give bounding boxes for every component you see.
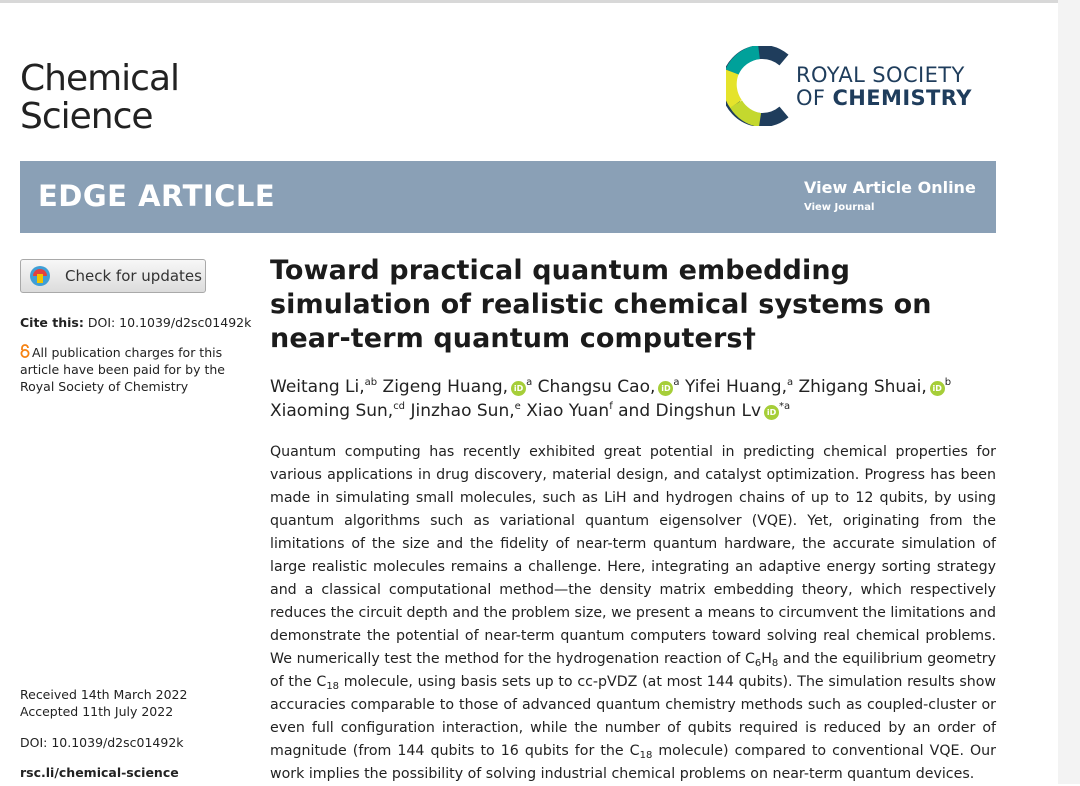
journal-site-link[interactable]: rsc.li/chemical-science	[20, 765, 179, 780]
author[interactable]	[270, 377, 377, 397]
orcid-icon[interactable]: iD	[511, 381, 526, 396]
affiliation-mark: a	[526, 377, 533, 388]
author[interactable]	[383, 377, 533, 397]
article-doi[interactable]: DOI: 10.1039/d2sc01492k	[20, 735, 184, 750]
publisher-line2-bold: CHEMISTRY	[832, 86, 972, 110]
journal-name	[20, 60, 179, 136]
open-access-text: All publication charges for this article have been paid for by the Royal Society of Chemistry	[20, 345, 225, 394]
article-dates	[20, 686, 187, 720]
abstract-text	[270, 441, 996, 786]
rsc-logo-icon	[726, 46, 792, 126]
author-name[interactable]: Yifei Huang,	[684, 377, 787, 397]
cite-doi[interactable]: DOI: 10.1039/d2sc01492k	[83, 315, 252, 330]
accepted-date: Accepted 11th July 2022	[20, 704, 174, 719]
cite-label: Cite this:	[20, 315, 84, 330]
publisher-text	[796, 64, 972, 110]
abstract-part: and the equilibrium geometry of the C	[270, 651, 996, 690]
orcid-icon[interactable]: iD	[930, 381, 945, 396]
publisher-line1: ROYAL SOCIETY	[796, 63, 965, 87]
formula-subscript: 6	[754, 658, 762, 669]
received-date: Received 14th March 2022	[20, 687, 188, 702]
affiliation-mark: cd	[393, 401, 406, 412]
publisher-logo	[726, 46, 998, 126]
author-list	[270, 375, 996, 423]
abstract-part: molecule) compared to conventional VQE. Our work implies the possibility of solving industrial chemical problems on near-term quantum devices.	[270, 743, 996, 782]
author-name[interactable]: Zigeng Huang,	[382, 377, 509, 397]
abstract-part: molecule, using basis sets up to cc-pVDZ (at most 144 qubits). The simulation results show accuracies comparable to those of advanced quantum chemistry methods such as coupled-cluster or even full configuration interaction, while the number of qubits required is reduced by an order of magnitude (from 144 qubits to 16 qubits for the C	[270, 674, 996, 759]
formula-subscript: 8	[771, 658, 779, 669]
author[interactable]	[410, 401, 520, 421]
affiliation-mark: b	[944, 377, 952, 388]
affiliation-mark: f	[609, 401, 613, 412]
crossmark-icon	[29, 265, 51, 287]
affiliation-mark: a	[673, 377, 680, 388]
author-name[interactable]: Changsu Cao,	[537, 377, 656, 397]
author[interactable]	[685, 377, 793, 397]
author-name[interactable]: Jinzhao Sun,	[410, 401, 515, 421]
author[interactable]	[538, 377, 680, 397]
orcid-icon[interactable]: iD	[764, 405, 779, 420]
formula-subscript: 18	[326, 681, 340, 692]
view-article-online-link[interactable]: View Article Online	[804, 178, 976, 197]
top-border	[0, 0, 1080, 3]
journal-name-line2: Science	[20, 96, 153, 137]
open-access-icon	[20, 344, 30, 358]
author-name[interactable]: Weitang Li,	[270, 377, 365, 397]
formula-part: H	[761, 651, 772, 667]
check-for-updates-label: Check for updates	[65, 267, 202, 285]
viewer-edge	[1058, 0, 1080, 784]
author[interactable]	[799, 377, 952, 397]
journal-name-line1: Chemical	[20, 58, 180, 99]
publisher-line2-prefix: OF	[796, 86, 833, 110]
affiliation-mark: e	[514, 401, 521, 412]
author[interactable]	[270, 401, 405, 421]
author[interactable]	[618, 401, 790, 421]
publisher-line2	[796, 87, 972, 110]
affiliation-mark: a	[786, 377, 794, 388]
orcid-icon[interactable]: iD	[658, 381, 673, 396]
author-name[interactable]: Zhigang Shuai,	[798, 377, 927, 397]
citation	[20, 314, 251, 331]
author-name[interactable]: and Dingshun Lv	[618, 401, 762, 421]
author-name[interactable]: Xiaoming Sun,	[270, 401, 394, 421]
article-type: EDGE ARTICLE	[38, 179, 276, 213]
check-for-updates-button[interactable]	[20, 259, 206, 293]
article-title: Toward practical quantum embedding simulation of realistic chemical systems on near-term quantum computers†	[270, 255, 932, 354]
abstract	[270, 441, 996, 786]
view-journal-link[interactable]: View Journal	[804, 202, 875, 213]
affiliation-mark: *a	[779, 401, 791, 412]
formula-subscript: 18	[639, 750, 653, 761]
author-name[interactable]: Xiao Yuan	[526, 401, 610, 421]
author[interactable]	[526, 401, 613, 421]
open-access-note	[20, 344, 252, 395]
affiliation-mark: ab	[364, 377, 378, 388]
abstract-part: Quantum computing has recently exhibited great potential in predicting chemical properties for various applications in drug discovery, material design, and catalyst optimization. Progress has been made in simulating small molecules, such as LiH and hydrogen chains of up to 12 qubits, by using quantum algorithms such as variational quantum eigensolver (VQE). Yet, originating from the limitations of the size and the fidelity of near-term quantum hardware, the accurate simulation of large realistic molecules remains a challenge. Here, integrating an adaptive energy sorting strategy and a classical computational method—the density matrix embedding theory, which respectively reduces the circuit depth and the problem size, we present a means to circumvent the limitations and demonstrate the potential of near-term quantum computers toward solving real chemical problems. We numerically test the method for the hydrogenation reaction of C	[270, 444, 996, 667]
article-type-banner	[20, 161, 996, 233]
